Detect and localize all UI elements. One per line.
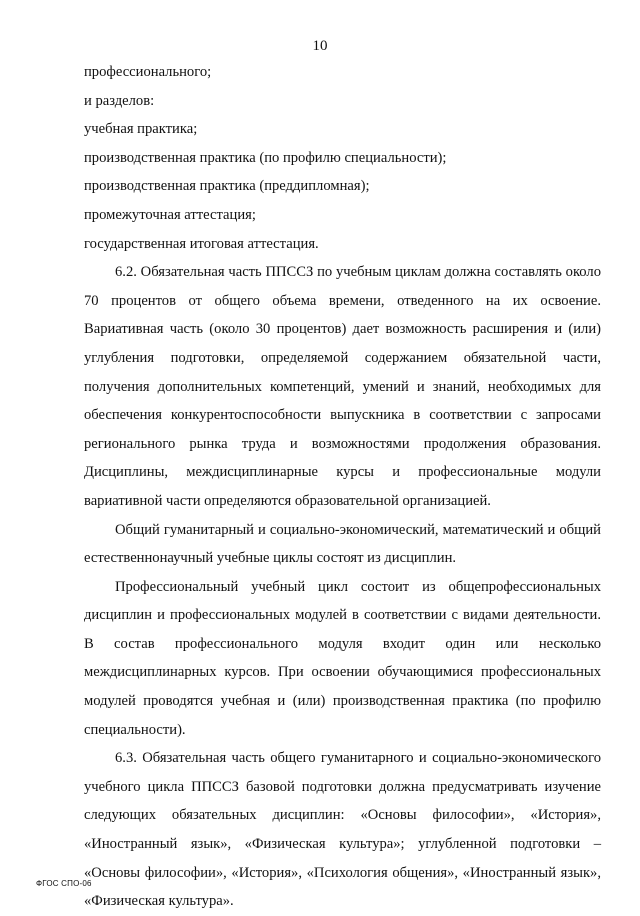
- page-number: 10: [312, 38, 328, 54]
- list-item: промежуточная аттестация;: [84, 206, 256, 223]
- list-item: учебная практика;: [84, 121, 198, 138]
- footer-label: ФГОС СПО-06: [36, 879, 92, 888]
- document-body: [84, 58, 601, 916]
- list-item: профессионального;: [84, 64, 212, 80]
- list-item: производственная практика (преддипломная);: [84, 178, 370, 195]
- list-item: и разделов:: [84, 92, 155, 109]
- paragraph-6-2: 6.2. Обязательная часть ППССЗ по учебным циклам должна составлять около 70 процентов от общего объема времени, отведенного на их освоение. Вариативная часть (около 30 процентов) дает возможность расширения и (или) углубления подготовки, определяемой содержанием обязательной части, получения дополнительных компетенций, умений и знаний, необходимых для обеспечения конкурентоспособности выпускника в соответствии с запросами регионального рынка труда и возможностями продолжения образования. Дисциплины, междисциплинарные курсы и профессиональные модули вариативной части определяются образовательной организацией.: [84, 264, 601, 509]
- paragraph-professional-cycle: Профессиональный учебный цикл состоит из общепрофессиональных дисциплин и профессиональных модулей в соответствии с видами деятельности. В состав профессионального модуля входит один или несколько междисциплинарных курсов. При освоении обучающимися профессиональных модулей проводятся учебная и (или) производственная практика (по профилю специальности).: [84, 578, 601, 738]
- paragraph-cycles: Общий гуманитарный и социально-экономический, математический и общий естественнонаучный учебные циклы состоят из дисциплин.: [84, 521, 601, 567]
- paragraph-6-3: 6.3. Обязательная часть общего гуманитарного и социально-экономического учебного цикла ППССЗ базовой подготовки должна предусматривать изучение следующих обязательных дисциплин: «Основы философии», «История», «Иностранный язык», «Физическая культура»; углубленной подготовки – «Основы философии», «История», «Психология общения», «Иностранный язык», «Физическая культура».: [84, 750, 601, 910]
- list-item: производственная практика (по профилю специальности);: [84, 149, 447, 166]
- list-item: государственная итоговая аттестация.: [84, 235, 319, 252]
